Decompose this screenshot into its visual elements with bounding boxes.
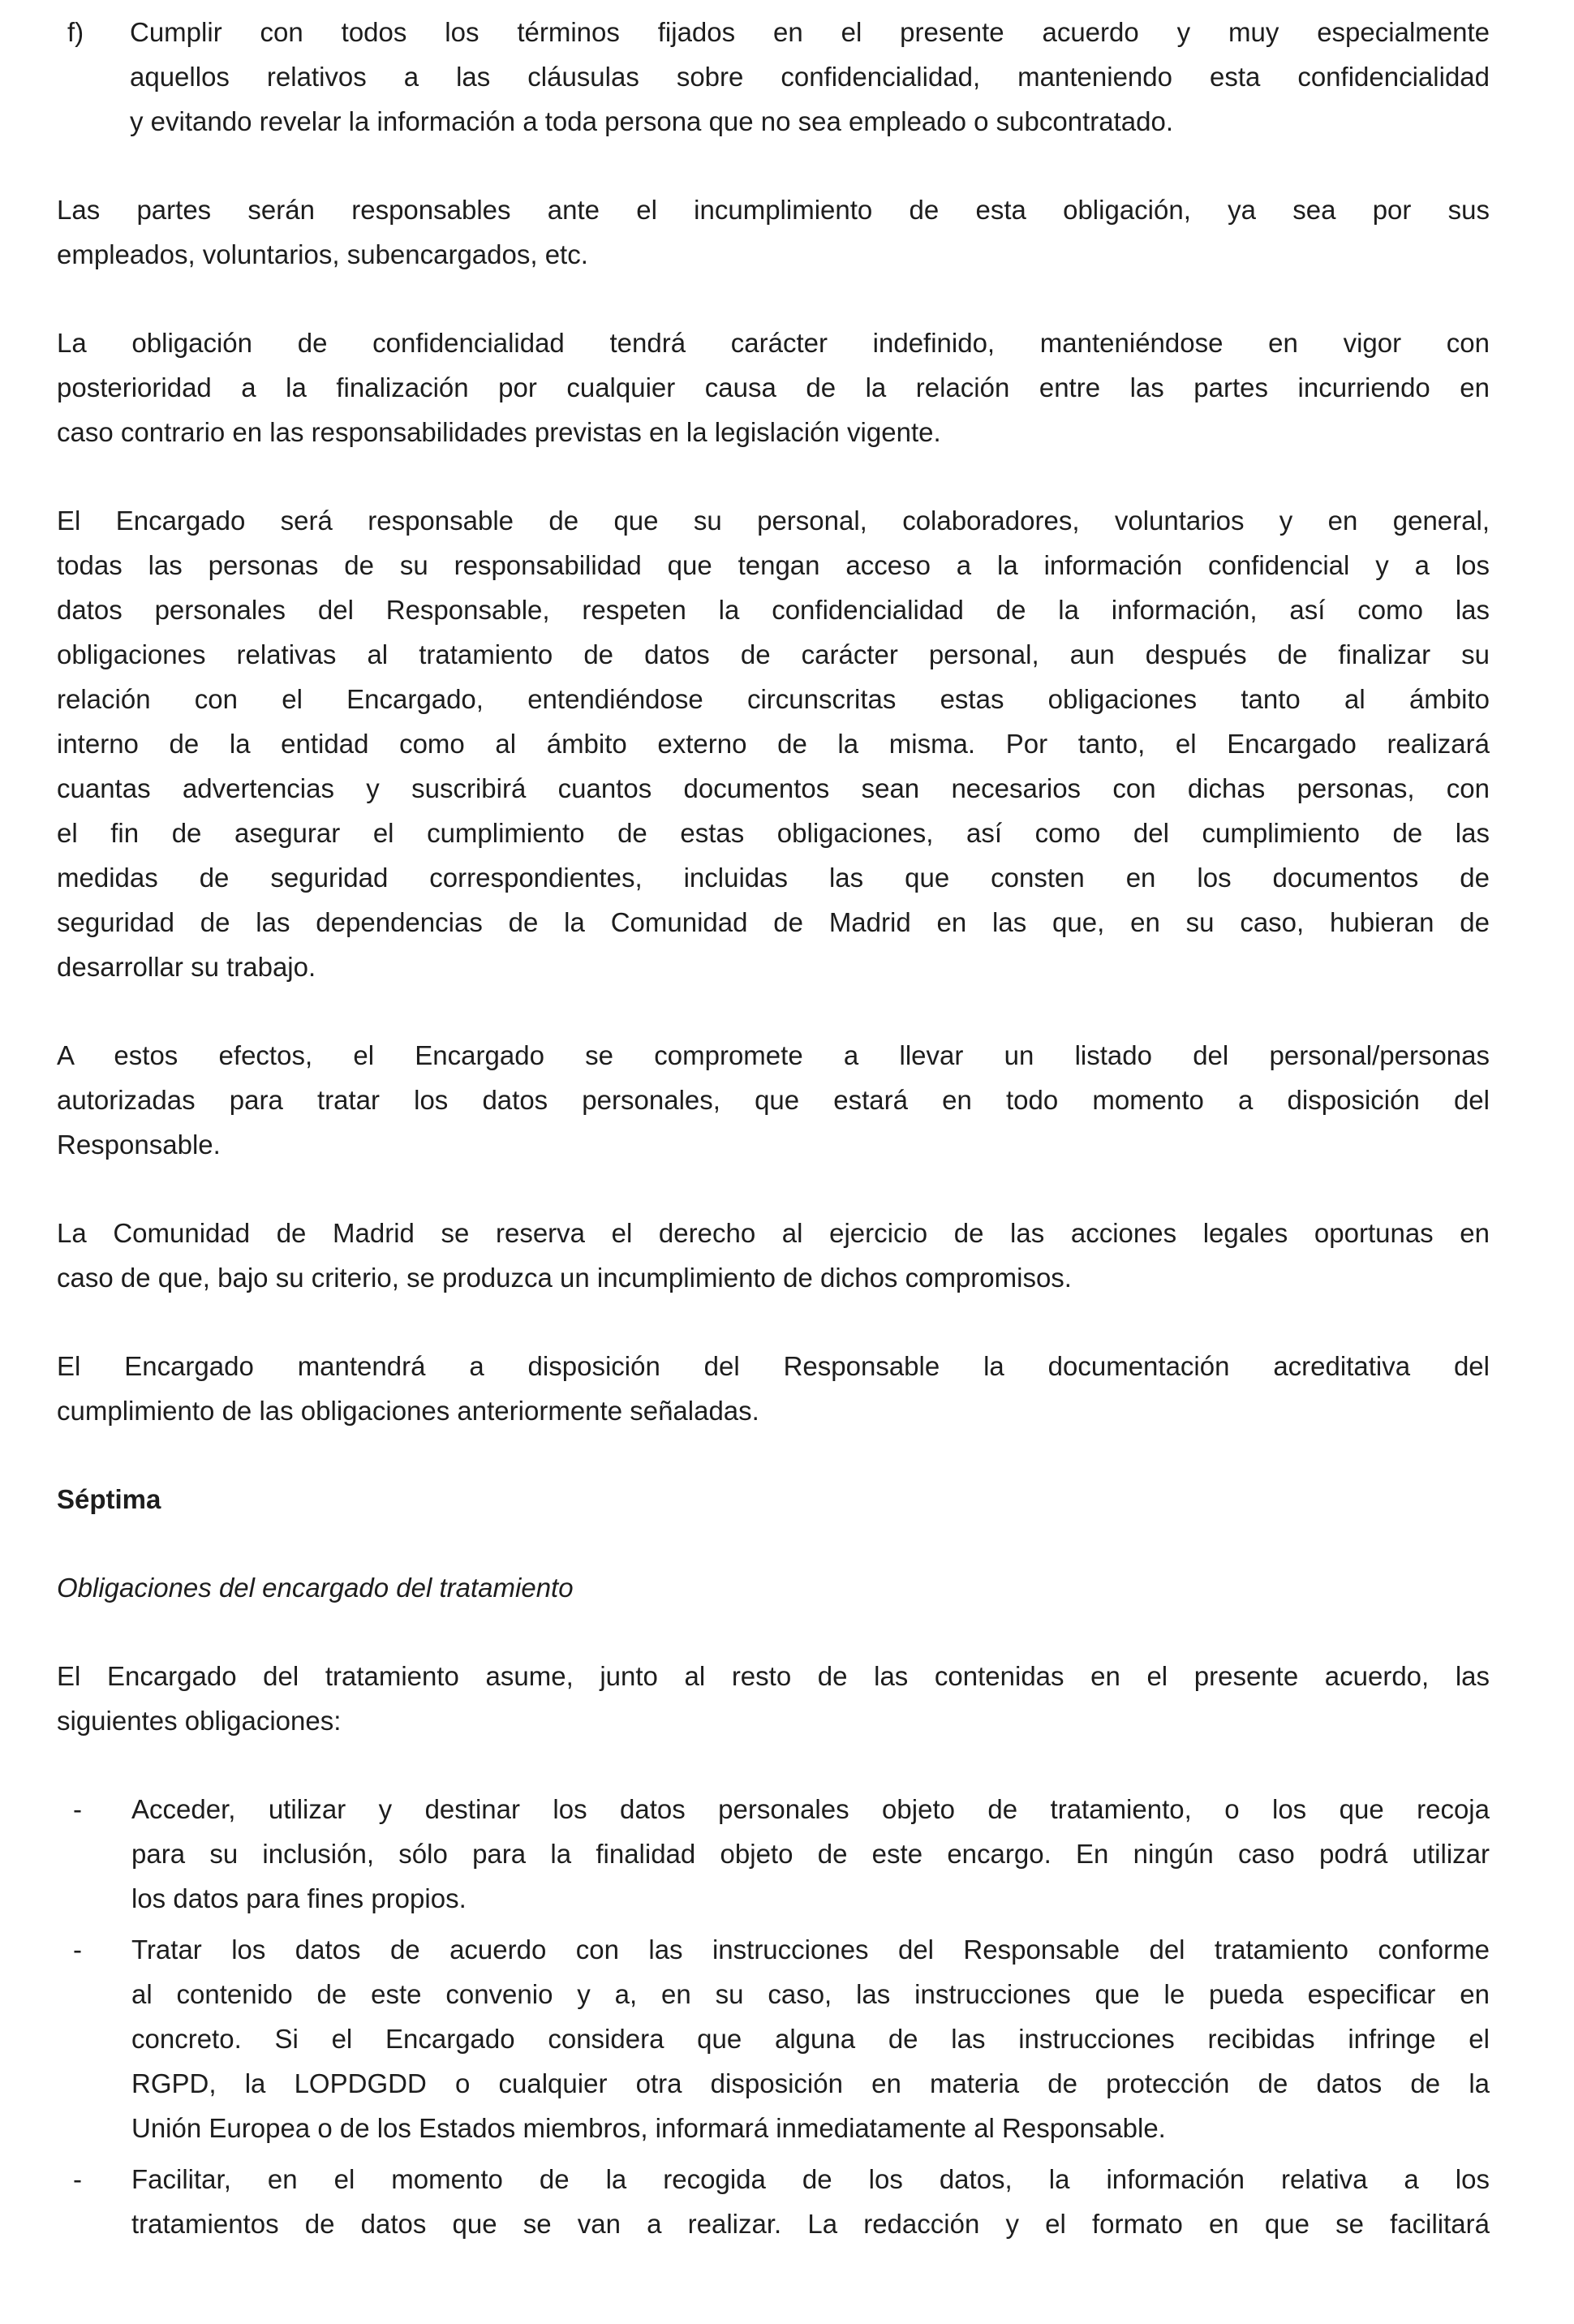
paragraph xyxy=(57,1654,1490,1743)
text-line: posterioridad a la finalización por cualquier causa de la relación entre las partes incurriendo en xyxy=(57,372,1490,402)
text-line: seguridad de las dependencias de la Comunidad de Madrid en las que, en su caso, hubieran de xyxy=(57,907,1490,937)
paragraph xyxy=(57,1033,1490,1167)
text-line: Obligaciones del encargado del tratamiento xyxy=(57,1573,574,1603)
list-item xyxy=(57,1927,1490,2150)
text-line: A estos efectos, el Encargado se compromete a llevar un listado del personal/personas xyxy=(57,1040,1490,1070)
text-line: tratamientos de datos que se van a realizar. La redacción y el formato en que se facilitará xyxy=(131,2209,1490,2239)
text-line: y evitando revelar la información a toda persona que no sea empleado o subcontratado. xyxy=(130,106,1174,136)
list-item-f xyxy=(57,10,1490,144)
list-marker: - xyxy=(73,2164,82,2194)
text-line: caso de que, bajo su criterio, se produzca un incumplimiento de dichos compromisos. xyxy=(57,1263,1072,1293)
list-item xyxy=(57,2157,1490,2246)
section-heading xyxy=(57,1477,1490,1521)
paragraph xyxy=(57,321,1490,454)
text-line: Las partes serán responsables ante el incumplimiento de esta obligación, ya sea por sus xyxy=(57,195,1490,225)
text-line: datos personales del Responsable, respeten la confidencialidad de la información, así como las xyxy=(57,595,1490,625)
text-line: La Comunidad de Madrid se reserva el derecho al ejercicio de las acciones legales oportunas en xyxy=(57,1218,1490,1248)
list-item xyxy=(57,1787,1490,1921)
text-line: Acceder, utilizar y destinar los datos personales objeto de tratamiento, o los que recoja xyxy=(131,1794,1490,1824)
paragraph xyxy=(57,498,1490,989)
paragraph xyxy=(57,1211,1490,1300)
list-marker: - xyxy=(73,1935,82,1965)
text-line: cuantas advertencias y suscribirá cuantos documentos sean necesarios con dichas personas, con xyxy=(57,773,1490,803)
text-line: interno de la entidad como al ámbito externo de la misma. Por tanto, el Encargado realizará xyxy=(57,729,1490,759)
text-line: RGPD, la LOPDGDD o cualquier otra disposición en materia de protección de datos de la xyxy=(131,2068,1490,2098)
text-line: medidas de seguridad correspondientes, incluidas las que consten en los documentos de xyxy=(57,863,1490,893)
list-marker: f) xyxy=(67,17,84,47)
text-line: caso contrario en las responsabilidades previstas en la legislación vigente. xyxy=(57,417,941,447)
paragraph xyxy=(57,1344,1490,1433)
section-subheading xyxy=(57,1565,1490,1610)
text-line: aquellos relativos a las cláusulas sobre confidencialidad, manteniendo esta confidencialidad xyxy=(130,62,1490,92)
text-line: Tratar los datos de acuerdo con las instrucciones del Responsable del tratamiento conforme xyxy=(131,1935,1490,1965)
text-line: Responsable. xyxy=(57,1130,221,1160)
text-line: el fin de asegurar el cumplimiento de estas obligaciones, así como del cumplimiento de las xyxy=(57,818,1490,848)
text-line: Facilitar, en el momento de la recogida de los datos, la información relativa a los xyxy=(131,2164,1490,2194)
text-line: cumplimiento de las obligaciones anteriormente señaladas. xyxy=(57,1396,759,1426)
paragraph xyxy=(57,187,1490,277)
text-line: Séptima xyxy=(57,1484,161,1514)
text-line: todas las personas de su responsabilidad que tengan acceso a la información confidencial y a los xyxy=(57,550,1490,580)
text-line: La obligación de confidencialidad tendrá carácter indefinido, manteniéndose en vigor con xyxy=(57,328,1490,358)
list-marker: - xyxy=(73,1794,82,1824)
text-line: concreto. Si el Encargado considera que alguna de las instrucciones recibidas infringe el xyxy=(131,2024,1490,2054)
text-line: El Encargado será responsable de que su personal, colaboradores, voluntarios y en general, xyxy=(57,506,1490,536)
text-line: los datos para fines propios. xyxy=(131,1883,467,1913)
text-line: desarrollar su trabajo. xyxy=(57,952,316,982)
text-line: obligaciones relativas al tratamiento de datos de carácter personal, aun después de finalizar su xyxy=(57,639,1490,669)
text-line: El Encargado mantendrá a disposición del Responsable la documentación acreditativa del xyxy=(57,1351,1490,1381)
text-line: Cumplir con todos los términos fijados en el presente acuerdo y muy especialmente xyxy=(130,17,1490,47)
text-line: Unión Europea o de los Estados miembros, informará inmediatamente al Responsable. xyxy=(131,2113,1166,2143)
text-line: empleados, voluntarios, subencargados, etc. xyxy=(57,239,588,269)
text-line: relación con el Encargado, entendiéndose circunscritas estas obligaciones tanto al ámbito xyxy=(57,684,1490,714)
text-line: para su inclusión, sólo para la finalidad objeto de este encargo. En ningún caso podrá utilizar xyxy=(131,1839,1490,1869)
text-line: El Encargado del tratamiento asume, junto al resto de las contenidas en el presente acuerdo, las xyxy=(57,1661,1490,1691)
text-line: autorizadas para tratar los datos personales, que estará en todo momento a disposición del xyxy=(57,1085,1490,1115)
text-line: al contenido de este convenio y a, en su caso, las instrucciones que le pueda especificar en xyxy=(131,1979,1490,2009)
text-line: siguientes obligaciones: xyxy=(57,1706,342,1736)
